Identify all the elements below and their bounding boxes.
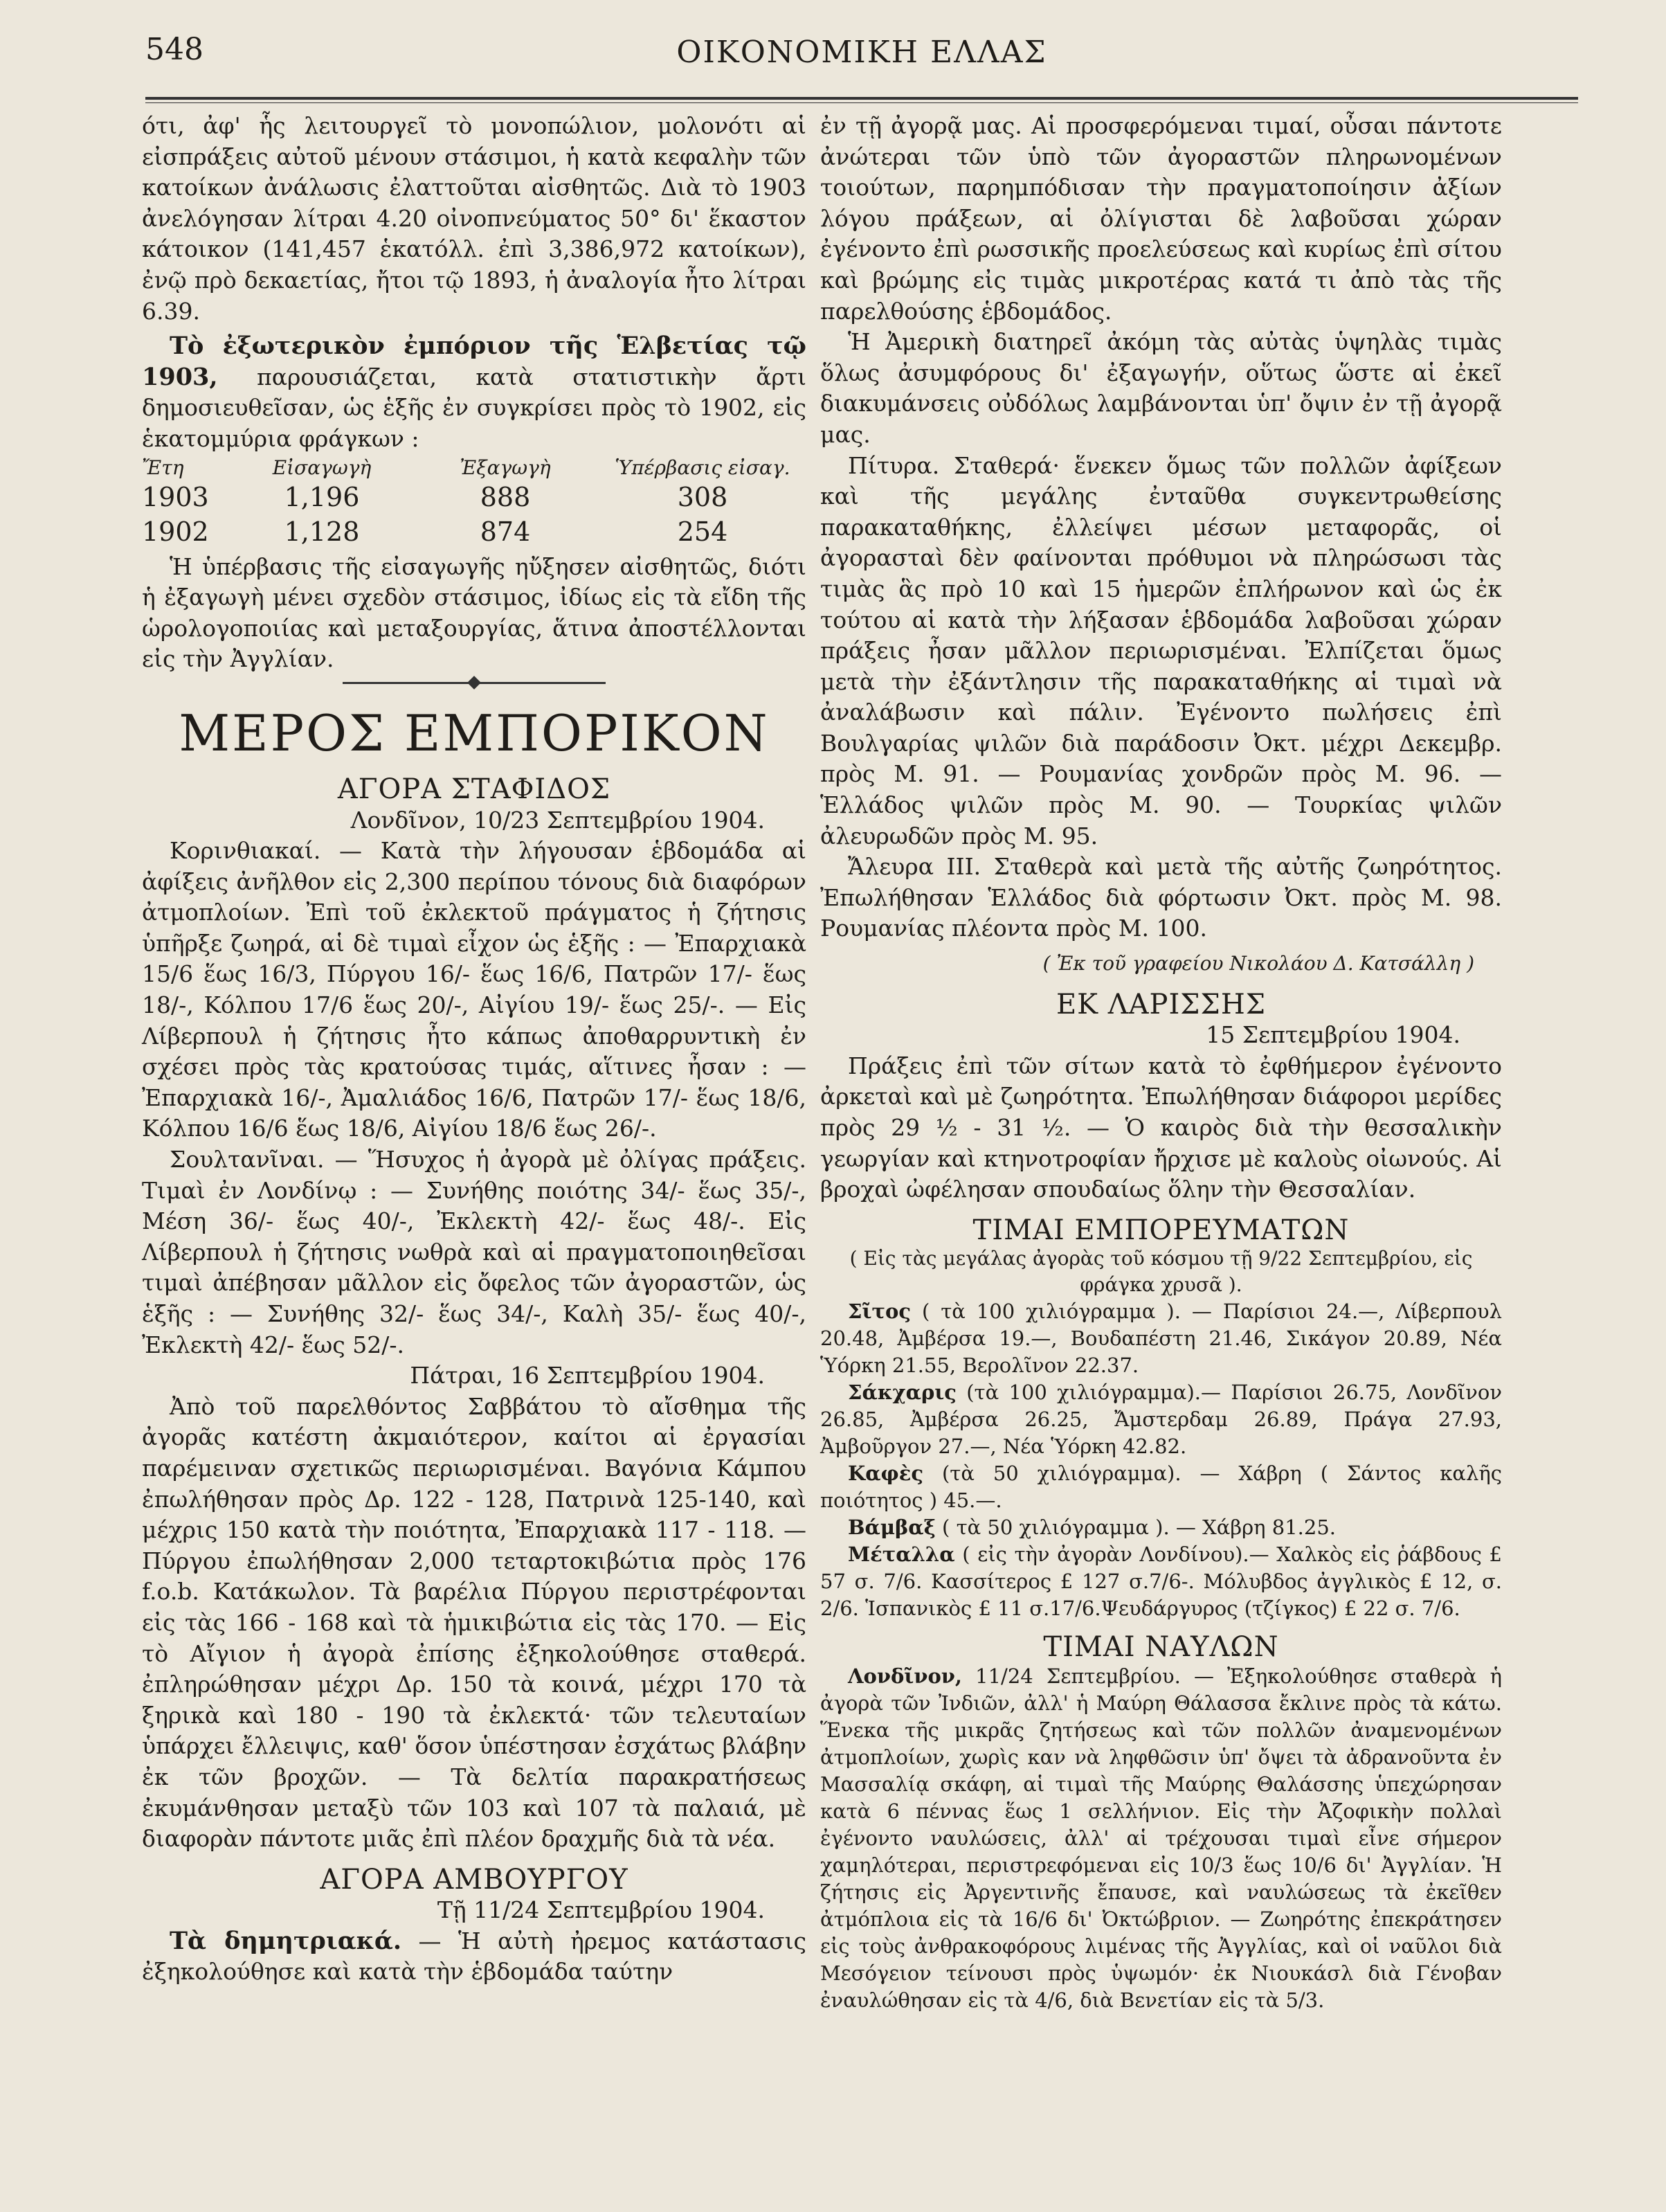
goods-name: Σῖτος bbox=[848, 1300, 912, 1324]
swiss-trade-lead: Τὸ ἐξωτερικὸν ἐμπόριον τῆς Ἑλβετίας τῷ 1903, bbox=[142, 332, 806, 391]
table-cell: 254 bbox=[677, 516, 728, 547]
hamburg-heading: ΑΓΟΡΑ ΑΜΒΟΥΡΓΟΥ bbox=[320, 1863, 628, 1896]
table-header-cell: Ἐξαγωγὴ bbox=[460, 456, 551, 479]
london-dateline: Λονδῖνον, 10/23 Σεπτεμβρίου 1904. bbox=[350, 806, 765, 834]
table-cell: 1902 bbox=[142, 516, 209, 547]
freight-text: 11/24 Σεπτεμβρίου. — Ἐξηκολούθησε σταθερὰ ἡ ἀγορὰ τῶν Ἰνδιῶν, ἀλλ' ἡ Μαύρη Θάλασσα ἔκλινε πρὸς τὰ κάτω. Ἕνεκα τῆς μικρᾶς ζητήσεως καὶ τῶν πολλῶν ἀναμενομένων ἀτμοπλοίων, χωρὶς καν νὰ ληφθῶσιν ὑπ' ὄψει τὰ ἀδρανοῦντα ἐν Μασσαλίᾳ σκάφη, αἱ τιμαὶ τῆς Μαύρης Θαλάσσης ὑπεχώρησαν κατὰ 6 πέννας ἕως 1 σελλήνιον. Εἰς τὴν Ἀζοφικὴν πολλαὶ ἐγένοντο ναυλώσεις, ἀλλ' αἱ τρέχουσαι τιμαὶ εἶνε σήμερον χαμηλότεραι, περιστρεφόμεναι εἰς 10/3 ἕως 10/6 δι' Ἀγγλίαν. Ἡ ζήτησις εἰς Ἀργεντινῆς ἔπαυσε, καὶ ναυλώσεως τὰ ἐκεῖθεν ἀτμόπλοια εἰς τὰ 16/6 δι' Ὀκτώβριον. — Ζωηρότης ἐπεκράτησεν εἰς τοὺς ἀνθρακοφόρους λιμένας τῆς Ἀγγλίας, καὶ οἱ ναῦλοι διὰ Μεσόγειον τείνουσι πρὸς ὑψωμόν· ἐκ Νιουκάσλ διὰ Γένοβαν ἐναυλώθησαν εἰς τὰ 4/6, διὰ Βενετίαν εἰς τὰ 5/3. bbox=[820, 1664, 1502, 2012]
goods-name: Σάκχαρις bbox=[848, 1381, 957, 1405]
list-item bbox=[820, 1460, 1502, 1514]
freight-lead: Λονδῖνον, bbox=[848, 1664, 963, 1688]
goods-name: Βάμβαξ bbox=[848, 1516, 936, 1540]
trade-commentary: Ἡ ὑπέρβασις τῆς εἰσαγωγῆς ηὔξησεν αἰσθητῶς, διότι ἡ ἐξαγωγὴ μένει σχεδὸν στάσιμος, ἰδίως εἰς τὰ εἴδη τῆς ὡρολογοποιίας καὶ μεταξουργίας, ἅτινα ἀποστέλλονται εἰς τὴν Ἀγγλίαν. bbox=[142, 552, 806, 673]
goods-prices: ( εἰς τὴν ἀγορὰν Λονδίνου).— Χαλκὸς εἰς ῥάβδους £ 57 σ. 7/6. Κασσίτερος £ 127 σ.7/6-. Μόλυβδος ἀγγλικὸς £ 12, σ. 2/6. Ἱσπανικὸς £ 11 σ.17/6.Ψευδάργυρος (τζίγκος) £ 22 σ. 7/6. bbox=[820, 1543, 1502, 1621]
trade-table-header bbox=[142, 456, 806, 480]
page-header bbox=[145, 32, 1578, 73]
goods-heading: ΤΙΜΑΙ ΕΜΠΟΡΕΥΜΑΤΩΝ bbox=[972, 1214, 1350, 1246]
left-column bbox=[142, 111, 806, 1988]
hamburg-lead: Τὰ δημητριακά. bbox=[170, 1926, 402, 1955]
goods-prices: (τὰ 100 χιλιόγραμμα).— Παρίσιοι 26.75, Λονδῖνον 26.85, Ἀμβέρσα 26.25, Ἄμστερδαμ 26.89, Πράγα 27.93, Ἀμβοῦργον 27.—, Νέα Ὑόρκη 42.82. bbox=[820, 1381, 1502, 1459]
list-item bbox=[820, 1379, 1502, 1460]
credit-line: ( Ἐκ τοῦ γραφείου Νικολάου Δ. Κατσάλλη ) bbox=[1042, 952, 1474, 975]
aleura-paragraph: Ἄλευρα ΙΙΙ. Σταθερὰ καὶ μετὰ τῆς αὐτῆς ζωηρότητος. Ἐπωλήθησαν Ἑλλάδος διὰ φόρτωσιν Ὀκτ. πρὸς Μ. 98. Ρουμανίας πλέοντα πρὸς Μ. 100. bbox=[820, 853, 1502, 942]
section-divider bbox=[343, 682, 606, 684]
patras-dateline: Πάτραι, 16 Σεπτεμβρίου 1904. bbox=[410, 1362, 765, 1390]
table-row bbox=[142, 480, 806, 514]
table-header-cell: Ὑπέρβασις εἰσαγ. bbox=[615, 456, 790, 479]
larissa-dateline: 15 Σεπτεμβρίου 1904. bbox=[1206, 1021, 1460, 1049]
trade-table bbox=[142, 456, 806, 549]
intro-paragraph: ότι, ἀφ' ἧς λειτουργεῖ τὸ μονοπώλιον, μολονότι αἱ εἰσπράξεις αὐτοῦ μένουν στάσιμοι, ἡ κατὰ κεφαλὴν τῶν κατοίκων ἀνάλωσις ἐλαττοῦται αἰσθητῶς. Διὰ τὸ 1903 ἀνελόγησαν λίτραι 4.20 οἰνοπνεύματος 50° δι' ἕκαστον κάτοικον (141,457 ἑκατόλλ. ἐπὶ 3,386,972 κατοίκων), ἐνῷ πρὸ δεκαετίας, ἤτοι τῷ 1893, ἡ ἀναλογία ἦτο λίτραι 6.39. bbox=[142, 112, 806, 325]
larissa-paragraph: Πράξεις ἐπὶ τῶν σίτων κατὰ τὸ ἐφθήμερον ἐγένοντο ἀρκεταὶ καὶ μὲ ζωηρότητα. Ἐπωλήθησαν διάφοροι μερίδες πρὸς 29 ½ - 31 ½. — Ὁ καιρὸς διὰ τὴν θεσσαλικὴν γεωργίαν καὶ κτηνοτροφίαν ἤρχισε μὲ καλοὺς οἰωνούς. Αἱ βροχαὶ ὠφέλησαν σπουδαίως ὅλην τὴν Θεσσαλίαν. bbox=[820, 1052, 1502, 1203]
list-item bbox=[820, 1541, 1502, 1622]
pityra-paragraph: Πίτυρα. Σταθερά· ἕνεκεν ὅμως τῶν πολλῶν ἀφίξεων καὶ τῆς μεγάλης ἐνταῦθα συγκεντρωθείσης παρακαταθήκης, ἐλλείψει μέσων μεταφορᾶς, οἱ ἀγορασταὶ δὲν φαίνονται πρόθυμοι νὰ πληρώσωσι τὰς τιμὰς ἃς πρὸ 10 καὶ 15 ἡμερῶν ἐπλήρωνον καὶ ὡς ἐκ τούτου αἱ κατὰ τὴν λήξασαν ἑβδομάδα λαβοῦσαι χώραν πράξεις ἦσαν μᾶλλον περιωρισμέναι. Ἐλπίζεται ὅμως μετὰ τὴν ἐξάντλησιν τῆς παρακαταθήκης αἱ τιμαὶ νὰ ἀναλάβωσιν καὶ πάλιν. Ἐγένοντο πωλήσεις ἐπὶ Βουλγαρίας ψιλῶν διὰ παράδοσιν Ὀκτ. μέχρι Δεκεμβρ. πρὸς Μ. 91. — Ρουμανίας χονδρῶν πρὸς Μ. 96. — Ἑλλάδος ψιλῶν πρὸς Μ. 90. — Τουρκίας ψιλῶν ἀλευρωδῶν πρὸς Μ. 95. bbox=[820, 451, 1502, 849]
soultanina-paragraph: Σουλτανῖναι. — Ἥσυχος ἡ ἀγορὰ μὲ ὀλίγας πράξεις. Τιμαὶ ἐν Λονδίνῳ : — Συνήθης ποιότης 34/- ἕως 35/-, Μέση 36/- ἕως 40/-, Ἐκλεκτὴ 42/- ἕως 48/-. Εἰς Λίβερπουλ ἡ ζήτησις νωθρὰ καὶ αἱ πραγματοποιηθεῖσαι τιμαὶ ἀπέβησαν μᾶλλον εἰς ὄφελος τῶν ἀγοραστῶν, ὡς ἑξῆς : — Συνήθης 32/- ἕως 34/-, Καλὴ 35/- ἕως 40/-, Ἐκλεκτὴ 42/- ἕως 52/-. bbox=[142, 1146, 806, 1358]
larissa-heading: ΕΚ ΛΑΡΙΣΣΗΣ bbox=[1056, 988, 1266, 1020]
section-title: ΜΕΡΟΣ ΕΜΠΟΡΙΚΟΝ bbox=[179, 703, 770, 762]
table-header-cell: Ἔτη bbox=[142, 456, 184, 479]
goods-name: Καφὲς bbox=[848, 1462, 924, 1486]
america-paragraph: Ἡ Ἀμερικὴ διατηρεῖ ἀκόμη τὰς αὐτὰς ὑψηλὰς τιμὰς ὅλως ἀσυμφόρους δι' ἐξαγωγήν, οὕτως ὥστε αἱ ἐκεῖ διακυμάνσεις οὐδόλως λαμβάνονται ὑπ' ὄψιν ἐν τῇ ἀγορᾷ μας. bbox=[820, 328, 1502, 448]
raisin-heading: ΑΓΟΡΑ ΣΤΑΦΙΔΟΣ bbox=[337, 773, 611, 805]
table-cell: 888 bbox=[480, 481, 531, 512]
table-cell: 1,128 bbox=[284, 516, 360, 547]
table-cell: 874 bbox=[480, 516, 531, 547]
goods-list bbox=[820, 1298, 1502, 1622]
hamburg-paragraph bbox=[142, 1926, 806, 1988]
right-column bbox=[820, 111, 1502, 2014]
swiss-trade-text: παρουσιάζεται, κατὰ στατιστικὴν ἄρτι δημοσιευθεῖσαν, ὡς ἑξῆς ἐν συγκρίσει πρὸς τὸ 1902, εἰς ἑκατομμύρια φράγκων : bbox=[142, 363, 806, 452]
table-cell: 308 bbox=[677, 481, 728, 512]
hamburg-dateline: Τῇ 11/24 Σεπτεμβρίου 1904. bbox=[437, 1896, 765, 1924]
freight-paragraph bbox=[820, 1663, 1502, 2014]
table-cell: 1,196 bbox=[284, 481, 360, 512]
table-row bbox=[142, 514, 806, 549]
page-number: 548 bbox=[145, 32, 203, 67]
list-item bbox=[820, 1514, 1502, 1541]
goods-prices: (τὰ 50 χιλιόγραμμα). — Χάβρη ( Σάντος καλῆς ποιότητος ) 45.—. bbox=[820, 1462, 1502, 1513]
goods-note: ( Εἰς τὰς μεγάλας ἀγορὰς τοῦ κόσμου τῇ 9/22 Σεπτεμβρίου, εἰς φράγκα χρυσᾶ ). bbox=[849, 1247, 1473, 1297]
goods-prices: ( τὰ 50 χιλιόγραμμα ). — Χάβρη 81.25. bbox=[935, 1516, 1336, 1540]
table-header-cell: Εἰσαγωγὴ bbox=[272, 456, 372, 479]
header-rule bbox=[145, 97, 1578, 103]
table-cell: 1903 bbox=[142, 481, 209, 512]
patras-paragraph: Ἀπὸ τοῦ παρελθόντος Σαββάτου τὸ αἴσθημα τῆς ἀγορᾶς κατέστη ἀκμαιότερον, καίτοι αἱ ἐργασίαι παρέμειναν σχετικῶς περιωρισμέναι. Βαγόνια Κάμπου ἐπωλήθησαν πρὸς Δρ. 122 - 128, Πατρινὰ 125-140, καὶ μέχρις 150 κατὰ τὴν ποιότητα, Ἐπαρχιακὰ 117 - 118. — Πύργου ἐπωλήθησαν 2,000 τεταρτοκιβώτια πρὸς 176 f.o.b. Κατάκωλον. Τὰ βαρέλια Πύργου περιστρέφονται εἰς τὰς 166 - 168 καὶ τὰ ἡμικιβώτια εἰς τὰς 170. — Εἰς τὸ Αἴγιον ἡ ἀγορὰ ἐπίσης ἐξηκολούθησε σταθερά. ἐπληρώθησαν μέχρι Δρ. 150 τὰ κοινά, μέχρι 170 τὰ ξηρικὰ καὶ 180 - 190 τὰ ἐκλεκτά· τῶν τελευταίων ὑπάρχει ἔλλειψις, καθ' ὅσον ὑπέστησαν ἐσχάτως βλάβην ἐκ τῶν βροχῶν. — Τὰ δελτία παρακρατήσεως ἐκυμάνθησαν μεταξὺ τῶν 103 καὶ 107 τὰ παλαιά, μὲ διαφορὰν πάντοτε μιᾶς ἐπὶ πλέον δραχμῆς διὰ τὰ νέα. bbox=[142, 1392, 806, 1853]
running-title: ΟΙΚΟΝΟΜΙΚΗ ΕΛΛΑΣ bbox=[676, 35, 1047, 70]
korinthiakai-paragraph: Κορινθιακαί. — Κατὰ τὴν λήγουσαν ἑβδομάδα αἱ ἀφίξεις ἀνῆλθον εἰς 2,300 περίπου τόνους διὰ διαφόρων ἀτμοπλοίων. Ἐπὶ τοῦ ἐκλεκτοῦ πράγματος ἡ ζήτησις ὑπῆρξε ζωηρά, αἱ δὲ τιμαὶ εἶχον ὡς ἑξῆς : — Ἐπαρχιακὰ 15/6 ἕως 16/3, Πύργου 16/- ἕως 16/6, Πατρῶν 17/- ἕως 18/-, Κόλπου 17/6 ἕως 20/-, Αἰγίου 19/- ἕως 25/-. — Εἰς Λίβερπουλ ἡ ζήτησις ἦτο κάπως ἀποθαρρυντικὴ ἐν σχέσει πρὸς τὰς κρατούσας τιμάς, αἵτινες ἦσαν : — Ἐπαρχιακὰ 16/-, Ἀμαλιάδος 16/6, Πατρῶν 17/- ἕως 18/6, Κόλπου 16/6 ἕως 18/6, Αἰγίου 18/6 ἕως 26/-. bbox=[142, 837, 806, 1142]
hamburg-text: — Ἡ αὐτὴ ἠρεμος κατάστασις ἐξηκολούθησε καὶ κατὰ τὴν ἑβδομάδα ταύτην bbox=[142, 1927, 806, 1986]
goods-prices: ( τὰ 100 χιλιόγραμμα ). — Παρίσιοι 24.—, Λίβερπουλ 20.48, Ἀμβέρσα 19.—, Βουδαπέστη 21.46, Σικάγον 20.89, Νέα Ὑόρκη 21.55, Βερολῖνον 22.37. bbox=[820, 1300, 1502, 1378]
continuation-paragraph: ἐν τῇ ἀγορᾷ μας. Αἱ προσφερόμεναι τιμαί, οὖσαι πάντοτε ἀνώτεραι τῶν ὑπὸ τῶν ἀγοραστῶν πληρωνομένων τοιούτων, παρημπόδισαν τὴν πραγματοποίησιν ἀξίων λόγου πράξεων, αἱ ὀλίγισται δὲ λαβοῦσαι χώραν ἐγένοντο ἐπὶ ρωσσικῆς προελεύσεως καὶ κυρίως ἐπὶ σίτου καὶ βρώμης εἰς τιμὰς μικροτέρας κατά τι ἀπὸ τὰς τῆς παρελθούσης ἑβδομάδος. bbox=[820, 112, 1502, 325]
list-item bbox=[820, 1298, 1502, 1379]
swiss-trade-paragraph bbox=[142, 331, 806, 454]
goods-name: Μέταλλα bbox=[848, 1543, 955, 1567]
freight-heading: ΤΙΜΑΙ ΝΑΥΛΩΝ bbox=[1043, 1631, 1279, 1664]
